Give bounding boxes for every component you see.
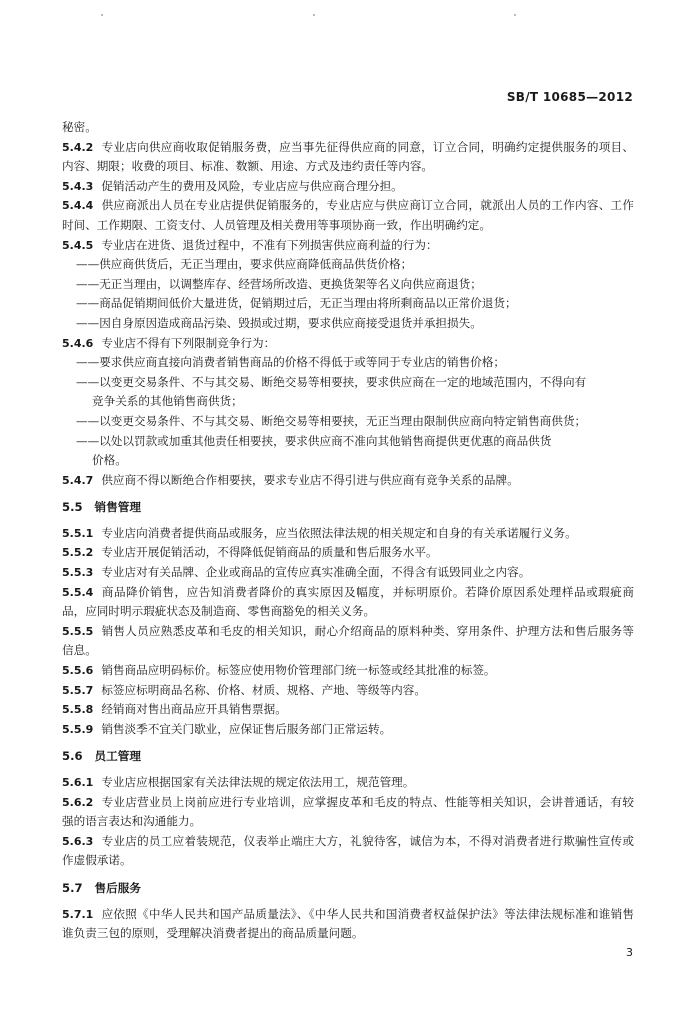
section-number: 5.6 <box>62 749 83 764</box>
scan-speck <box>313 14 315 16</box>
clause-text: ——以变更交易条件、不与其交易、断绝交易等相要挟，无正当理由限制供应商向特定销售商供货； <box>76 413 587 428</box>
clause-text: ——以处以罚款或加重其他责任相要挟，要求供应商不准向其他销售商提供更优惠的商品供货 <box>76 433 552 448</box>
list-item <box>62 353 634 373</box>
clause-text: 秘密。 <box>62 120 97 134</box>
clause-number: 5.5.5 <box>62 624 94 638</box>
clause-text: 专业店应根据国家有关法律法规的规定依法用工，规范管理。 <box>101 775 415 789</box>
clause-paragraph <box>62 700 634 720</box>
clause-paragraph <box>62 583 634 622</box>
page-number: 3 <box>626 946 633 959</box>
clause-number: 5.5.3 <box>62 566 94 580</box>
section-title: 销售管理 <box>94 500 141 515</box>
clause-number: 5.5.2 <box>62 546 94 560</box>
clause-number: 5.4.3 <box>62 179 94 193</box>
clause-paragraph <box>62 773 634 793</box>
clause-text: 专业店不得有下列限制竞争行为： <box>101 335 276 350</box>
clause-paragraph <box>62 471 634 491</box>
list-item <box>62 432 634 452</box>
list-item-continuation <box>62 392 634 412</box>
clause-text: 销售淡季不宜关门歇业，应保证售后服务部门正常运转。 <box>101 721 392 736</box>
clause-text: 标签应标明商品名称、价格、材质、规格、产地、等级等内容。 <box>101 682 426 697</box>
list-item <box>62 314 634 334</box>
clause-text: 促销活动产生的费用及风险，专业店应与供应商合理分担。 <box>101 178 403 193</box>
section-number: 5.7 <box>62 880 83 895</box>
clause-number: 5.6.2 <box>62 795 94 809</box>
section-number: 5.5 <box>62 500 83 515</box>
clause-paragraph <box>62 177 634 197</box>
scan-speck <box>101 14 103 16</box>
clause-paragraph <box>62 622 634 661</box>
clause-number: 5.6.3 <box>62 834 94 848</box>
clause-number: 5.5.1 <box>62 526 94 540</box>
clause-text: 专业店的员工应着装规范，仪表举止端庄大方，礼貌待客，诚信为本，不得对消费者进行欺骗性宣传或作虚假承诺。 <box>62 833 634 868</box>
clause-text: ——商品促销期间低价大量进货，促销期过后，无正当理由将所剩商品以正常价退货； <box>76 296 517 311</box>
section-heading <box>62 879 634 899</box>
list-item <box>62 373 634 393</box>
clause-paragraph <box>62 543 634 563</box>
clause-text: ——要求供应商直接向消费者销售商品的价格不得低于或等同于专业店的销售价格； <box>76 355 505 370</box>
clause-paragraph <box>62 793 634 832</box>
clause-number: 5.4.5 <box>62 238 94 252</box>
clause-paragraph <box>62 563 634 583</box>
clause-text: 专业店开展促销活动，不得降低促销商品的质量和售后服务水平。 <box>101 545 438 560</box>
clause-text: 供应商派出人员在专业店提供促销服务的，专业店应与供应商订立合同，就派出人员的工作内容、工作时间、工作期限、工资支付、人员管理及相关费用等事项协商一致，作出明确约定。 <box>62 198 634 232</box>
clause-paragraph <box>62 720 634 740</box>
clause-number: 5.5.9 <box>62 722 94 736</box>
clause-text: 销售商品应明码标价。标签应使用物价管理部门统一标签或经其批准的标签。 <box>101 663 496 678</box>
clause-paragraph <box>62 524 634 544</box>
clause-number: 5.7.1 <box>62 907 94 921</box>
clause-text: 专业店营业员上岗前应进行专业培训，应掌握皮革和毛皮的特点、性能等相关知识，会讲普通话，有较强的语言表达和沟通能力。 <box>62 794 634 829</box>
clause-number: 5.5.7 <box>62 683 94 697</box>
clause-number: 5.4.4 <box>62 199 94 213</box>
clause-text: 供应商不得以断绝合作相要挟，要求专业店不得引进与供应商有竞争关系的品牌。 <box>101 472 519 487</box>
clause-paragraph <box>62 236 634 256</box>
clause-text: 专业店在进货、退货过程中，不准有下列损害供应商利益的行为： <box>101 237 438 252</box>
clause-paragraph <box>62 681 634 701</box>
clause-text: 专业店对有关品牌、企业或商品的宣传应真实准确全面，不得含有诋毁同业之内容。 <box>101 565 531 580</box>
list-item <box>62 255 634 275</box>
clause-number: 5.6.1 <box>62 776 94 789</box>
clause-text: 价格。 <box>92 453 127 468</box>
section-title: 员工管理 <box>94 749 141 764</box>
clause-number: 5.4.7 <box>62 473 94 487</box>
clause-number: 5.4.2 <box>62 140 94 154</box>
document-code-header: SB/T 10685—2012 <box>506 90 633 104</box>
clause-paragraph <box>62 661 634 681</box>
list-item <box>62 294 634 314</box>
section-title: 售后服务 <box>94 880 141 895</box>
clause-text: 经销商对售出商品应开具销售票据。 <box>101 702 287 717</box>
clause-number: 5.4.6 <box>62 336 94 350</box>
section-heading <box>62 747 634 767</box>
clause-text: 专业店向消费者提供商品或服务，应当依照法律法规的相关规定和自身的有关承诺履行义务。 <box>101 525 577 540</box>
clause-text: ——以变更交易条件、不与其交易、断绝交易等相要挟，要求供应商在一定的地域范围内，不得向有 <box>76 374 587 389</box>
clause-text: 销售人员应熟悉皮革和毛皮的相关知识，耐心介绍商品的原料种类、穿用条件、护理方法和售后服务等信息。 <box>62 623 634 658</box>
clause-text: 商品降价销售，应告知消费者降价的真实原因及幅度，并标明原价。若降价原因系处理样品或瑕疵商品，应同时明示瑕疵状态及制造商、零售商豁免的相关义务。 <box>62 584 634 619</box>
clause-number: 5.5.6 <box>62 664 94 678</box>
clause-paragraph <box>62 118 634 138</box>
clause-paragraph <box>62 334 634 354</box>
scan-speck <box>514 14 516 16</box>
clause-text: ——因自身原因造成商品污染、毁损或过期，要求供应商接受退货并承担损失。 <box>76 315 482 330</box>
document-body <box>62 118 634 944</box>
list-item <box>62 412 634 432</box>
clause-text: 专业店向供应商收取促销服务费，应当事先征得供应商的同意，订立合同，明确约定提供服务的项目、内容、期限；收费的项目、标准、数额、用途、方式及违约责任等内容。 <box>62 139 634 174</box>
clause-paragraph <box>62 905 634 944</box>
clause-number: 5.5.8 <box>62 703 94 717</box>
section-heading <box>62 498 634 518</box>
clause-number: 5.5.4 <box>62 585 94 599</box>
clause-text: 应依照《中华人民共和国产品质量法》、《中华人民共和国消费者权益保护法》等法律法规标准和谁销售谁负责三包的原则，受理解决消费者提出的商品质量问题。 <box>62 906 634 941</box>
clause-paragraph <box>62 832 634 871</box>
clause-text: ——无正当理由，以调整库存、经营场所改造、更换货架等名义向供应商退货； <box>76 276 482 291</box>
clause-text: 竞争关系的其他销售商供货； <box>92 394 243 409</box>
clause-paragraph <box>62 138 634 177</box>
list-item-continuation <box>62 451 634 471</box>
clause-paragraph <box>62 196 634 235</box>
clause-text: ——供应商供货后，无正当理由，要求供应商降低商品供货价格； <box>76 257 413 272</box>
list-item <box>62 275 634 295</box>
